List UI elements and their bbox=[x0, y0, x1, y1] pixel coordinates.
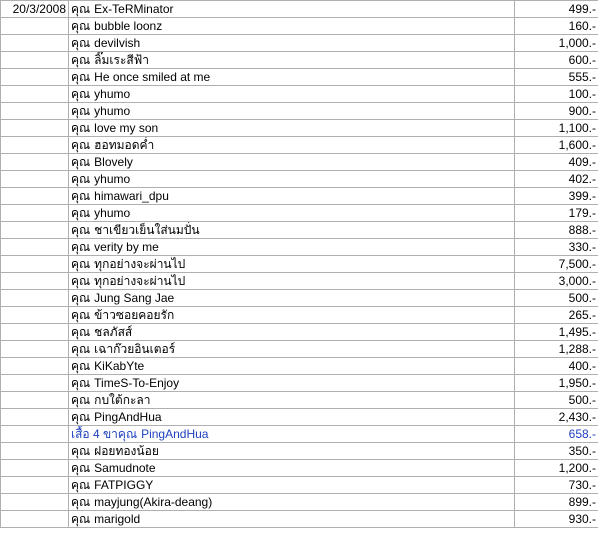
amount-cell[interactable]: 1,200.- bbox=[515, 460, 599, 477]
table-row bbox=[1, 52, 599, 69]
table-row bbox=[1, 324, 599, 341]
donor-name: mayjung(Akira-deang) bbox=[94, 495, 213, 509]
donor-name: ทุกอย่างจะผ่านไป bbox=[94, 257, 186, 271]
date-cell[interactable]: 20/3/2008 bbox=[1, 1, 69, 18]
name-prefix: คุณ bbox=[71, 308, 91, 322]
name-cell[interactable] bbox=[69, 120, 515, 137]
amount-cell[interactable]: 500.- bbox=[515, 392, 599, 409]
donor-name: Ex-TeRMinator bbox=[94, 2, 174, 16]
donor-name: FATPIGGY bbox=[94, 478, 154, 492]
amount-cell[interactable]: 899.- bbox=[515, 494, 599, 511]
date-cell[interactable] bbox=[1, 477, 69, 494]
name-cell[interactable] bbox=[69, 1, 515, 18]
name-prefix: คุณ bbox=[71, 325, 91, 339]
name-prefix: คุณ bbox=[71, 461, 91, 475]
amount-cell[interactable]: 888.- bbox=[515, 222, 599, 239]
amount-cell[interactable]: 730.- bbox=[515, 477, 599, 494]
table-row bbox=[1, 205, 599, 222]
name-prefix: คุณ bbox=[71, 70, 91, 84]
date-cell[interactable] bbox=[1, 358, 69, 375]
date-cell[interactable] bbox=[1, 137, 69, 154]
table-row bbox=[1, 290, 599, 307]
name-cell[interactable] bbox=[69, 511, 515, 528]
amount-cell[interactable]: 100.- bbox=[515, 86, 599, 103]
donor-name: love my son bbox=[94, 121, 159, 135]
name-prefix: คุณ bbox=[71, 172, 91, 186]
date-cell[interactable] bbox=[1, 171, 69, 188]
name-prefix: คุณ bbox=[71, 87, 91, 101]
name-cell[interactable] bbox=[69, 477, 515, 494]
donor-name: devilvish bbox=[94, 36, 141, 50]
donor-name: Jung Sang Jae bbox=[94, 291, 175, 305]
name-prefix: คุณ bbox=[71, 495, 91, 509]
donor-name: Blovely bbox=[94, 155, 133, 169]
donor-name: bubble loonz bbox=[94, 19, 163, 33]
sheet-edge bbox=[598, 0, 603, 534]
date-cell[interactable] bbox=[1, 18, 69, 35]
donor-name: ลิ๊มเระสีฟ้า bbox=[94, 53, 149, 67]
table-row bbox=[1, 120, 599, 137]
name-prefix: คุณ bbox=[71, 36, 91, 50]
name-cell[interactable] bbox=[69, 273, 515, 290]
amount-cell[interactable]: 2,430.- bbox=[515, 409, 599, 426]
name-cell[interactable] bbox=[69, 392, 515, 409]
name-cell[interactable] bbox=[69, 256, 515, 273]
date-cell[interactable] bbox=[1, 307, 69, 324]
date-cell[interactable] bbox=[1, 52, 69, 69]
date-cell[interactable] bbox=[1, 120, 69, 137]
name-cell[interactable] bbox=[69, 239, 515, 256]
name-prefix: คุณ bbox=[71, 444, 91, 458]
name-prefix: คุณ bbox=[71, 206, 91, 220]
table-row bbox=[1, 1, 599, 18]
table-row bbox=[1, 18, 599, 35]
table-row bbox=[1, 477, 599, 494]
date-cell[interactable] bbox=[1, 392, 69, 409]
amount-cell[interactable]: 7,500.- bbox=[515, 256, 599, 273]
donor-name: ฮอทมอดค่ำ bbox=[94, 138, 155, 152]
table-row bbox=[1, 256, 599, 273]
amount-cell[interactable]: 1,288.- bbox=[515, 341, 599, 358]
table-row bbox=[1, 409, 599, 426]
name-cell[interactable] bbox=[69, 358, 515, 375]
table-row bbox=[1, 494, 599, 511]
table-row bbox=[1, 69, 599, 86]
table-row bbox=[1, 188, 599, 205]
name-prefix: คุณ bbox=[71, 104, 91, 118]
table-row bbox=[1, 137, 599, 154]
table-row bbox=[1, 460, 599, 477]
date-cell[interactable] bbox=[1, 494, 69, 511]
table-row bbox=[1, 239, 599, 256]
date-cell[interactable] bbox=[1, 273, 69, 290]
amount-cell[interactable]: 600.- bbox=[515, 52, 599, 69]
donor-name: He once smiled at me bbox=[94, 70, 211, 84]
donor-name: ทุกอย่างจะผ่านไป bbox=[94, 274, 186, 288]
date-cell[interactable] bbox=[1, 290, 69, 307]
table-row bbox=[1, 154, 599, 171]
donor-name: yhumo bbox=[94, 206, 131, 220]
amount-cell[interactable]: 499.- bbox=[515, 1, 599, 18]
name-cell[interactable] bbox=[69, 324, 515, 341]
donor-name: กบใต้กะลา bbox=[94, 393, 151, 407]
date-cell[interactable] bbox=[1, 375, 69, 392]
name-prefix: คุณ bbox=[71, 410, 91, 424]
amount-cell[interactable]: 1,600.- bbox=[515, 137, 599, 154]
name-cell[interactable] bbox=[69, 443, 515, 460]
table-row bbox=[1, 35, 599, 52]
donor-name: verity by me bbox=[94, 240, 159, 254]
amount-cell[interactable]: 265.- bbox=[515, 307, 599, 324]
name-cell[interactable] bbox=[69, 103, 515, 120]
donor-name: KiKabYte bbox=[94, 359, 145, 373]
amount-cell[interactable]: 402.- bbox=[515, 171, 599, 188]
name-cell[interactable] bbox=[69, 375, 515, 392]
name-prefix: คุณ bbox=[71, 138, 91, 152]
amount-cell[interactable]: 160.- bbox=[515, 18, 599, 35]
name-prefix: คุณ bbox=[71, 121, 91, 135]
amount-cell[interactable]: 500.- bbox=[515, 290, 599, 307]
date-cell[interactable] bbox=[1, 86, 69, 103]
name-cell[interactable] bbox=[69, 341, 515, 358]
name-cell[interactable] bbox=[69, 205, 515, 222]
donor-name: เฉาก๊วยอินเตอร์ bbox=[94, 342, 176, 356]
table-row bbox=[1, 392, 599, 409]
date-cell[interactable] bbox=[1, 103, 69, 120]
name-cell[interactable] bbox=[69, 222, 515, 239]
table-row bbox=[1, 103, 599, 120]
amount-cell[interactable]: 555.- bbox=[515, 69, 599, 86]
amount-cell[interactable]: 1,950.- bbox=[515, 375, 599, 392]
table-row bbox=[1, 222, 599, 239]
date-cell[interactable] bbox=[1, 35, 69, 52]
amount-cell[interactable]: 1,495.- bbox=[515, 324, 599, 341]
table-row bbox=[1, 511, 599, 528]
donor-name: Samudnote bbox=[94, 461, 156, 475]
date-cell[interactable] bbox=[1, 443, 69, 460]
amount-cell[interactable]: 3,000.- bbox=[515, 273, 599, 290]
name-cell[interactable] bbox=[69, 188, 515, 205]
name-prefix: คุณ bbox=[71, 359, 91, 373]
table-row bbox=[1, 426, 599, 443]
table-row bbox=[1, 358, 599, 375]
name-prefix: คุณ bbox=[71, 376, 91, 390]
donor-name: ข้าวซอยคอยรัก bbox=[94, 308, 175, 322]
amount-cell[interactable]: 399.- bbox=[515, 188, 599, 205]
name-prefix: คุณ bbox=[71, 189, 91, 203]
donor-name: himawari_dpu bbox=[94, 189, 169, 203]
date-cell[interactable] bbox=[1, 239, 69, 256]
date-cell[interactable] bbox=[1, 426, 69, 443]
date-cell[interactable] bbox=[1, 256, 69, 273]
date-cell[interactable] bbox=[1, 341, 69, 358]
amount-cell[interactable]: 330.- bbox=[515, 239, 599, 256]
amount-cell[interactable]: 930.- bbox=[515, 511, 599, 528]
amount-cell[interactable]: 900.- bbox=[515, 103, 599, 120]
name-cell[interactable] bbox=[69, 409, 515, 426]
sheet-body bbox=[1, 1, 599, 528]
name-prefix: เสื้อ 4 ขาคุณ bbox=[71, 427, 138, 441]
table-row bbox=[1, 86, 599, 103]
name-prefix: คุณ bbox=[71, 274, 91, 288]
name-cell[interactable] bbox=[69, 18, 515, 35]
name-prefix: คุณ bbox=[71, 53, 91, 67]
donor-name: ชลภัสส์ bbox=[94, 325, 133, 339]
date-cell[interactable] bbox=[1, 324, 69, 341]
amount-cell[interactable]: 179.- bbox=[515, 205, 599, 222]
date-cell[interactable] bbox=[1, 460, 69, 477]
name-cell[interactable] bbox=[69, 290, 515, 307]
name-prefix: คุณ bbox=[71, 257, 91, 271]
table-row bbox=[1, 375, 599, 392]
donor-name: TimeS-To-Enjoy bbox=[94, 376, 180, 390]
name-prefix: คุณ bbox=[71, 291, 91, 305]
date-cell[interactable] bbox=[1, 188, 69, 205]
donor-name: PingAndHua bbox=[141, 427, 209, 441]
table-row bbox=[1, 171, 599, 188]
name-prefix: คุณ bbox=[71, 393, 91, 407]
amount-cell[interactable]: 1,000.- bbox=[515, 35, 599, 52]
name-cell[interactable] bbox=[69, 154, 515, 171]
name-prefix: คุณ bbox=[71, 512, 91, 526]
name-prefix: คุณ bbox=[71, 223, 91, 237]
donor-name: ชาเขียวเย็นใส่นมปั่น bbox=[94, 223, 200, 237]
amount-cell[interactable]: 350.- bbox=[515, 443, 599, 460]
table-row bbox=[1, 273, 599, 290]
date-cell[interactable] bbox=[1, 409, 69, 426]
date-cell[interactable] bbox=[1, 222, 69, 239]
name-prefix: คุณ bbox=[71, 19, 91, 33]
name-cell[interactable] bbox=[69, 426, 515, 443]
name-cell[interactable] bbox=[69, 86, 515, 103]
name-cell[interactable] bbox=[69, 69, 515, 86]
name-cell[interactable] bbox=[69, 137, 515, 154]
amount-cell[interactable]: 658.- bbox=[515, 426, 599, 443]
date-cell[interactable] bbox=[1, 154, 69, 171]
name-cell[interactable] bbox=[69, 494, 515, 511]
name-cell[interactable] bbox=[69, 460, 515, 477]
date-cell[interactable] bbox=[1, 511, 69, 528]
table-row bbox=[1, 443, 599, 460]
donor-name: ฝอยทองน้อย bbox=[94, 444, 159, 458]
date-cell[interactable] bbox=[1, 69, 69, 86]
name-prefix: คุณ bbox=[71, 240, 91, 254]
name-cell[interactable] bbox=[69, 307, 515, 324]
donor-name: yhumo bbox=[94, 172, 131, 186]
name-prefix: คุณ bbox=[71, 342, 91, 356]
name-prefix: คุณ bbox=[71, 2, 91, 16]
amount-cell[interactable]: 409.- bbox=[515, 154, 599, 171]
name-prefix: คุณ bbox=[71, 478, 91, 492]
donor-name: PingAndHua bbox=[94, 410, 162, 424]
date-cell[interactable] bbox=[1, 205, 69, 222]
name-cell[interactable] bbox=[69, 35, 515, 52]
donor-name: yhumo bbox=[94, 104, 131, 118]
amount-cell[interactable]: 1,100.- bbox=[515, 120, 599, 137]
table-row bbox=[1, 341, 599, 358]
name-prefix: คุณ bbox=[71, 155, 91, 169]
donor-name: marigold bbox=[94, 512, 141, 526]
donor-name: yhumo bbox=[94, 87, 131, 101]
name-cell[interactable] bbox=[69, 171, 515, 188]
amount-cell[interactable]: 400.- bbox=[515, 358, 599, 375]
name-cell[interactable] bbox=[69, 52, 515, 69]
table-row bbox=[1, 307, 599, 324]
